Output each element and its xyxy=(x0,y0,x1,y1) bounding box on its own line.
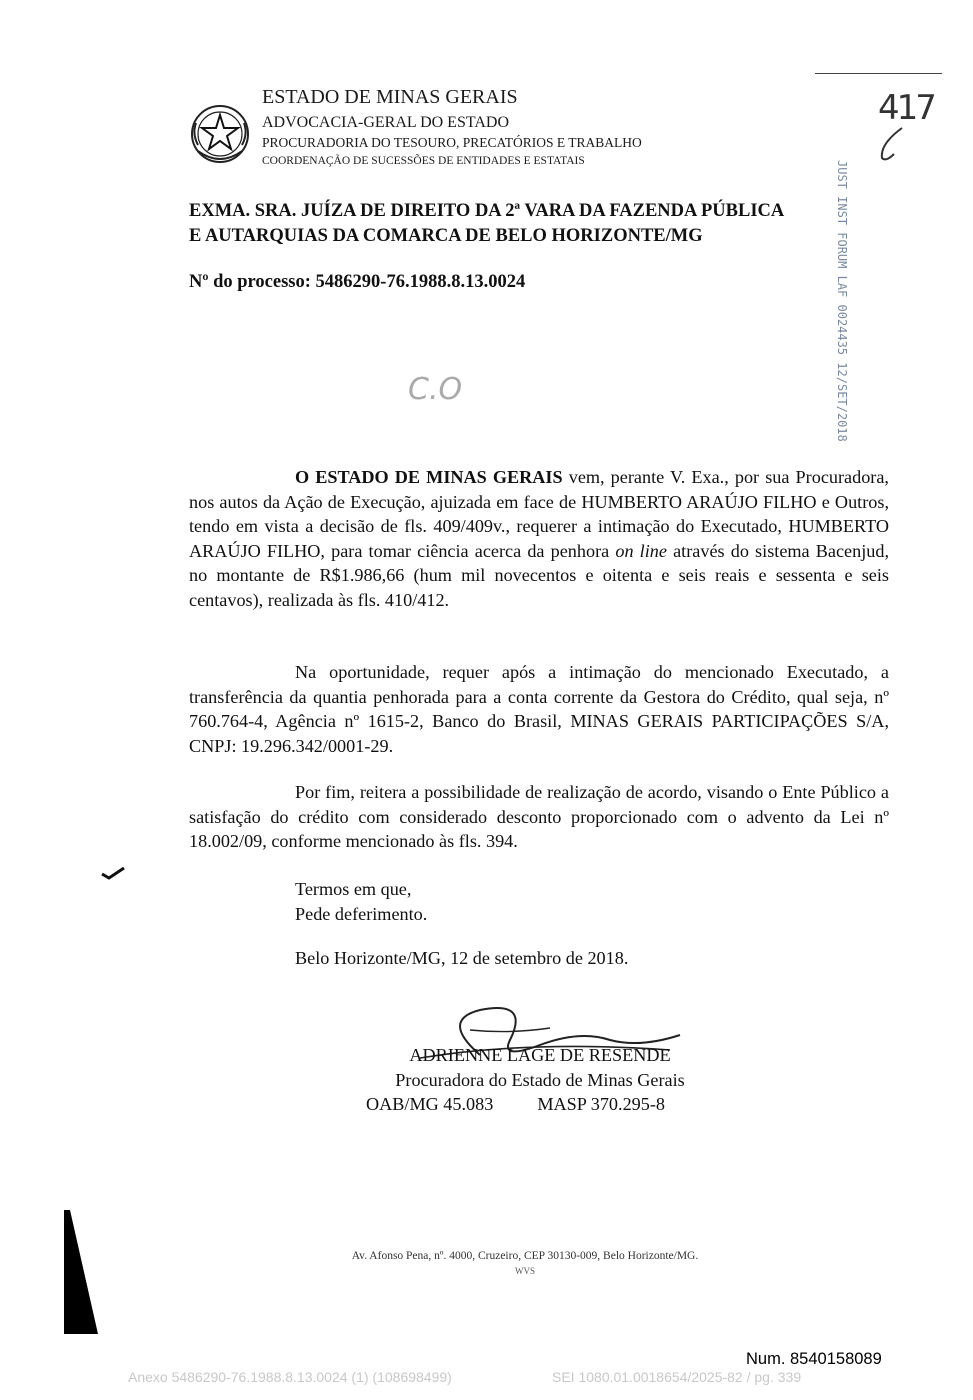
closing-line-1: Termos em que, xyxy=(295,879,412,899)
closing-block xyxy=(295,877,427,926)
annex-watermark: Anexo 5486290-76.1988.8.13.0024 (1) (108698499) xyxy=(128,1369,452,1385)
header-procuradoria: PROCURADORIA DO TESOURO, PRECATÓRIOS E TRABALHO xyxy=(262,135,642,150)
addressee-block xyxy=(189,199,889,249)
header-state-name: ESTADO DE MINAS GERAIS xyxy=(262,86,518,108)
handwritten-page-number: 417 xyxy=(878,88,934,128)
addressee-line-2: E AUTARQUIAS DA COMARCA DE BELO HORIZONTE/MG xyxy=(189,226,703,246)
party-name: O ESTADO DE MINAS GERAIS xyxy=(295,467,563,487)
top-rule xyxy=(815,73,942,74)
check-tick-icon xyxy=(100,866,126,884)
paragraph-settlement xyxy=(189,780,889,854)
date-line: Belo Horizonte/MG, 12 de setembro de 2018. xyxy=(295,948,629,968)
handwritten-flourish xyxy=(872,124,912,164)
protocol-stamp: JUST INST FORUM LAF 0024435 12/SET/2018 xyxy=(835,160,849,442)
paragraph-transfer xyxy=(189,660,889,758)
signer-name: ADRIENNE LAGE DE RESENDE xyxy=(409,1045,671,1065)
sei-watermark: SEI 1080.01.0018654/2025-82 / pg. 339 xyxy=(552,1369,802,1385)
signer-masp: MASP 370.295-8 xyxy=(537,1094,665,1114)
paragraph-request xyxy=(189,465,889,612)
paragraph-settlement-text: Por fim, reitera a possibilidade de realização de acordo, visando o Ente Público a satisfação do crédito com considerado desconto proporcionado com o advento da Lei nº 18.002/09, conforme mencionado às fls. 394. xyxy=(189,782,889,851)
document-number: Num. 8540158089 xyxy=(746,1350,882,1368)
header-coordenacao: COORDENAÇÃO DE SUCESSÕES DE ENTIDADES E ESTATAIS xyxy=(262,155,585,167)
handwritten-margin-note: C.O xyxy=(408,372,463,407)
header-agency: ADVOCACIA-GERAL DO ESTADO xyxy=(262,114,509,131)
state-crest-icon xyxy=(188,101,252,167)
scan-edge-shadow xyxy=(64,1210,98,1334)
signer-block xyxy=(370,1043,710,1093)
addressee-line-1: EXMA. SRA. JUÍZA DE DIREITO DA 2ª VARA DA FAZENDA PÚBLICA xyxy=(189,201,785,221)
paragraph-italic: on line xyxy=(615,540,667,561)
paragraph-text-a: vem, perante V. Exa., por sua Procuradora, nos autos da Ação de Execução, ajuizada em face de HUMBERTO ARAÚJO FILHO e Outros, tendo em vista a decisão de fls. 409/409v., requerer a intimação do Executado, HUMBERTO ARAÚJO FILHO, para tomar ciência acerca da penhora xyxy=(189,467,889,561)
closing-line-2: Pede deferimento. xyxy=(295,903,428,924)
footer-initials: WVS xyxy=(515,1266,535,1276)
signer-role: Procuradora do Estado de Minas Gerais xyxy=(395,1070,685,1090)
footer-address: Av. Afonso Pena, nº. 4000, Cruzeiro, CEP 30130-009, Belo Horizonte/MG. xyxy=(351,1250,699,1262)
paragraph-text-b: através do sistema Bacenjud, no montante de R$1.986,66 (hum mil novecentos e oitenta e seis reais e sessenta e seis centavos), realizada às fls. 410/412. xyxy=(189,540,889,610)
paragraph-transfer-text: Na oportunidade, requer após a intimação do mencionado Executado, a transferência da quantia penhorada para a conta corrente da Gestora do Crédito, qual seja, nº 760.764-4, Agência nº 1615-2, Banco do Brasil, MINAS GERAIS PARTICIPAÇÕES S/A, CNPJ: 19.296.342/0001-29. xyxy=(189,662,889,756)
signer-oab: OAB/MG 45.083 xyxy=(366,1094,494,1114)
signer-registrations xyxy=(366,1094,665,1115)
process-number: Nº do processo: 5486290-76.1988.8.13.0024 xyxy=(189,272,526,292)
